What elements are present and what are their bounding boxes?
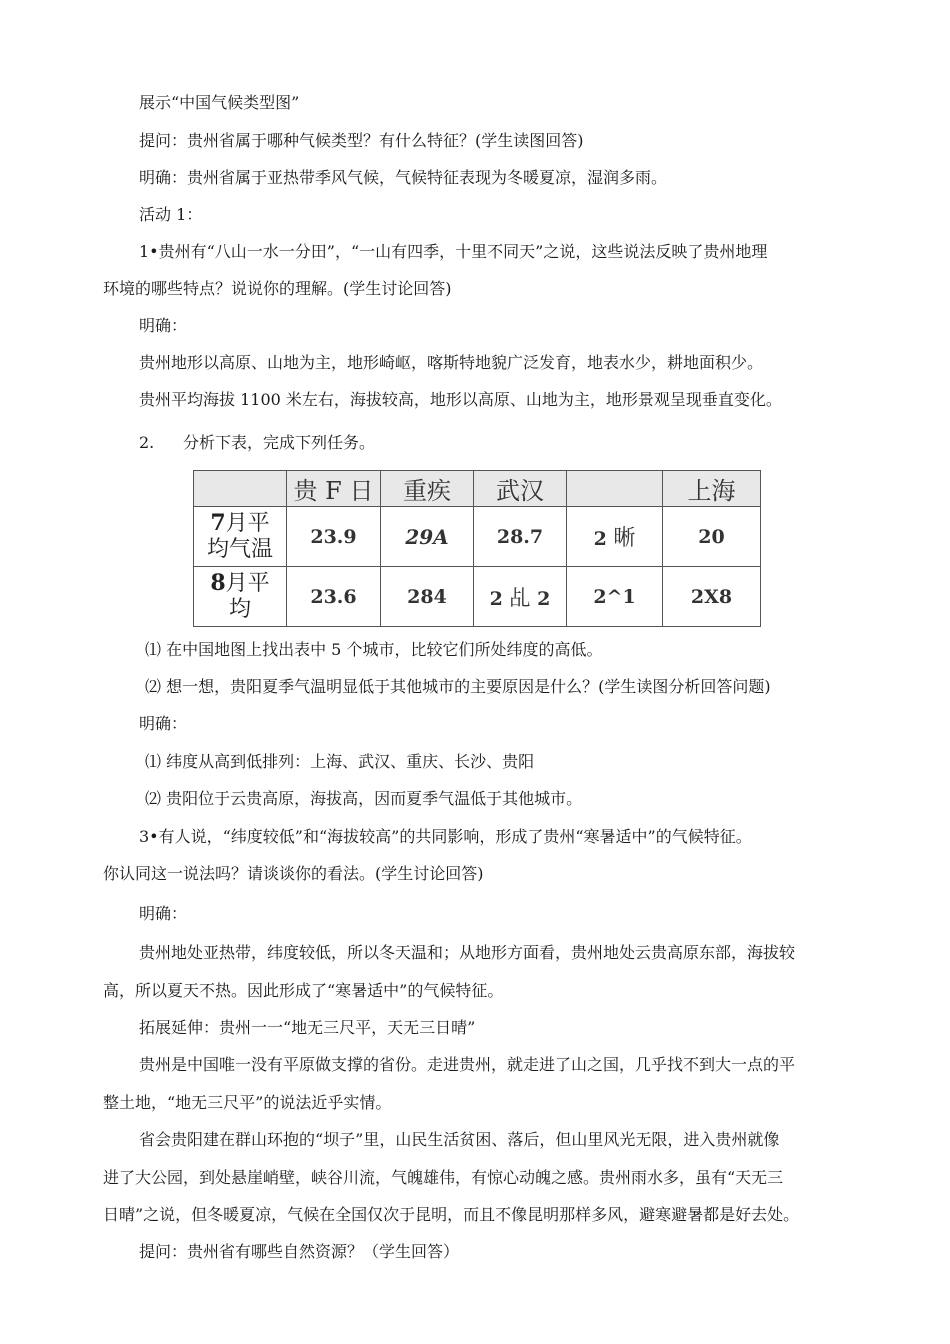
table-cell: 23.6 [287,567,381,627]
activity-heading: 活动 1： [139,205,203,224]
sub-question-1: ⑴ 在中国地图上找出表中 5 个城市，比较它们所处纬度的高低。 [145,640,603,659]
table-cell: 2X8 [663,567,761,627]
answer-label: 明确： [139,904,188,923]
question-resources: 提问：贵州省有哪些自然资源？（学生回答） [139,1242,460,1261]
answer-terrain: 贵州地形以高原、山地为主，地形崎岖，喀斯特地貌广泛发育，地表水少，耕地面积少。 [139,353,764,372]
answer-climate-reason-2: 高，所以夏天不热。因此形成了“寒暑适中”的气候特征。 [103,981,504,1000]
table-cell: 20 [663,507,761,567]
table-header-cell: 贵 F 日 [287,471,381,507]
table-header-cell: 上海 [663,471,761,507]
table-header-cell: 重疾 [381,471,474,507]
extension-para-2-line-2: 进了大公园，到处悬崖峭壁，峡谷川流，气魄雄伟，有惊心动魄之感。贵州雨水多，虽有“天无三 [103,1168,784,1187]
extension-para-1-line-1: 贵州是中国唯一没有平原做支撑的省份。走进贵州，就走进了山之国，几乎找不到大一点的平 [139,1055,796,1074]
sub-answer-1: ⑴ 纬度从高到低排列：上海、武汉、重庆、长沙、贵阳 [145,752,535,771]
extension-para-2-line-3: 日晴”之说，但冬暖夏凉，气候在全国仅次于昆明，而且不像昆明那样多风，避寒避暑都是好去处。 [103,1205,800,1224]
task-1-line-2: 环境的哪些特点？说说你的理解。(学生讨论回答) [103,279,452,298]
task-2-text: 分析下表，完成下列任务。 [183,433,376,452]
task-3-line-1: 3•有人说，“纬度较低”和“海拔较高”的共同影响，形成了贵州“寒暑适中”的气候特征。 [139,827,752,846]
answer-altitude: 贵州平均海拔 1100 米左右，海拔较高，地形以高原、山地为主，地形景观呈现垂直变化。 [139,390,782,409]
extension-para-2-line-1: 省会贵阳建在群山环抱的“坝子”里，山民生活贫困、落后，但山里风光无限，进入贵州就像 [139,1130,780,1149]
task-2-number: 2. [139,433,155,452]
paragraph-show-map: 展示“中国气候类型图” [139,93,300,112]
table-cell: 2 晰 [567,507,663,567]
answer-label: 明确： [139,714,188,733]
row-label-july: 7月平 均气温 [194,507,287,567]
table-row [194,507,761,567]
paragraph-answer-climate: 明确：贵州省属于亚热带季风气候，气候特征表现为冬暖夏凉，湿润多雨。 [139,168,668,187]
table-cell: 29A [381,507,474,567]
temperature-table [193,470,761,627]
row-label-august: 8月平 均 [194,567,287,627]
table-header-cell: 武汉 [474,471,567,507]
extension-heading: 拓展延伸：贵州一一“地无三尺平，天无三日晴” [139,1018,476,1037]
table-header-cell [194,471,287,507]
table-row [194,567,761,627]
task-3-line-2: 你认同这一说法吗？请谈谈你的看法。(学生讨论回答) [103,864,484,883]
table-cell: 2^1 [567,567,663,627]
table-header-row [194,471,761,507]
extension-para-1-line-2: 整土地，“地无三尺平”的说法近乎实情。 [103,1093,392,1112]
sub-answer-2: ⑵ 贵阳位于云贵高原，海拔高，因而夏季气温低于其他城市。 [145,789,583,808]
table-cell: 2 乩 2 [474,567,567,627]
table-header-cell [567,471,663,507]
task-1-line-1: 1•贵州有“八山一水一分田”，“一山有四季，十里不同天”之说，这些说法反映了贵州地理 [139,242,768,261]
table-cell: 23.9 [287,507,381,567]
sub-question-2: ⑵ 想一想，贵阳夏季气温明显低于其他城市的主要原因是什么？(学生读图分析回答问题) [145,677,771,696]
answer-label: 明确： [139,316,188,335]
answer-climate-reason-1: 贵州地处亚热带，纬度较低，所以冬天温和；从地形方面看，贵州地处云贵高原东部，海拔较 [139,943,796,962]
table-cell: 284 [381,567,474,627]
table-cell: 28.7 [474,507,567,567]
paragraph-question-climate: 提问：贵州省属于哪种气候类型？有什么特征？(学生读图回答) [139,131,584,150]
